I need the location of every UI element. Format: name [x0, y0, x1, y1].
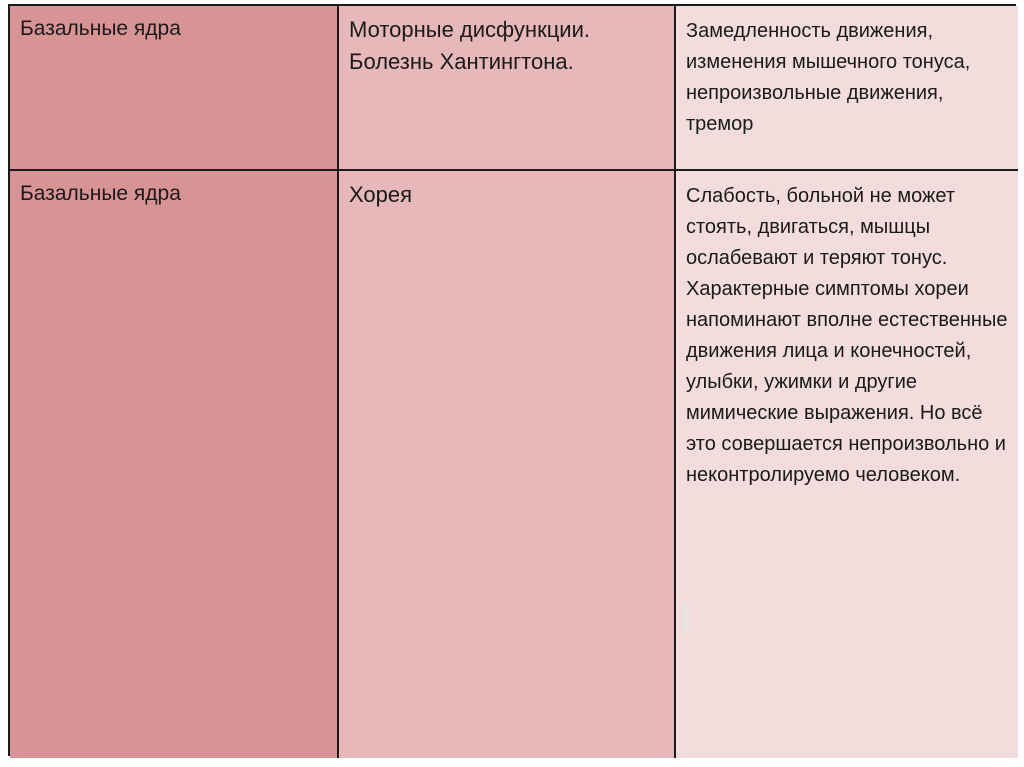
table-cell-structure: Базальные ядра	[10, 6, 339, 171]
table-cell-symptoms: Замедленность движения, изменения мышечного тонуса, непроизвольные движения, тремор	[676, 6, 1018, 171]
table-cell-symptoms: Слабость, больной не может стоять, двигаться, мышцы ослабевают и теряют тонус. Характерные симптомы хореи напоминают вполне естественные движения лица и конечностей, улыбки, ужимки и другие мимические выражения. Но всё это совершается непроизвольно и неконтролируемо человеком.	[676, 171, 1018, 758]
symptoms-table	[8, 4, 1016, 756]
table-cell-disorder: Хорея	[339, 171, 676, 758]
table-cell-disorder: Моторные дисфункции. Болезнь Хантингтона.	[339, 6, 676, 171]
text-cursor-marker	[684, 602, 689, 632]
table-cell-structure: Базальные ядра	[10, 171, 339, 758]
